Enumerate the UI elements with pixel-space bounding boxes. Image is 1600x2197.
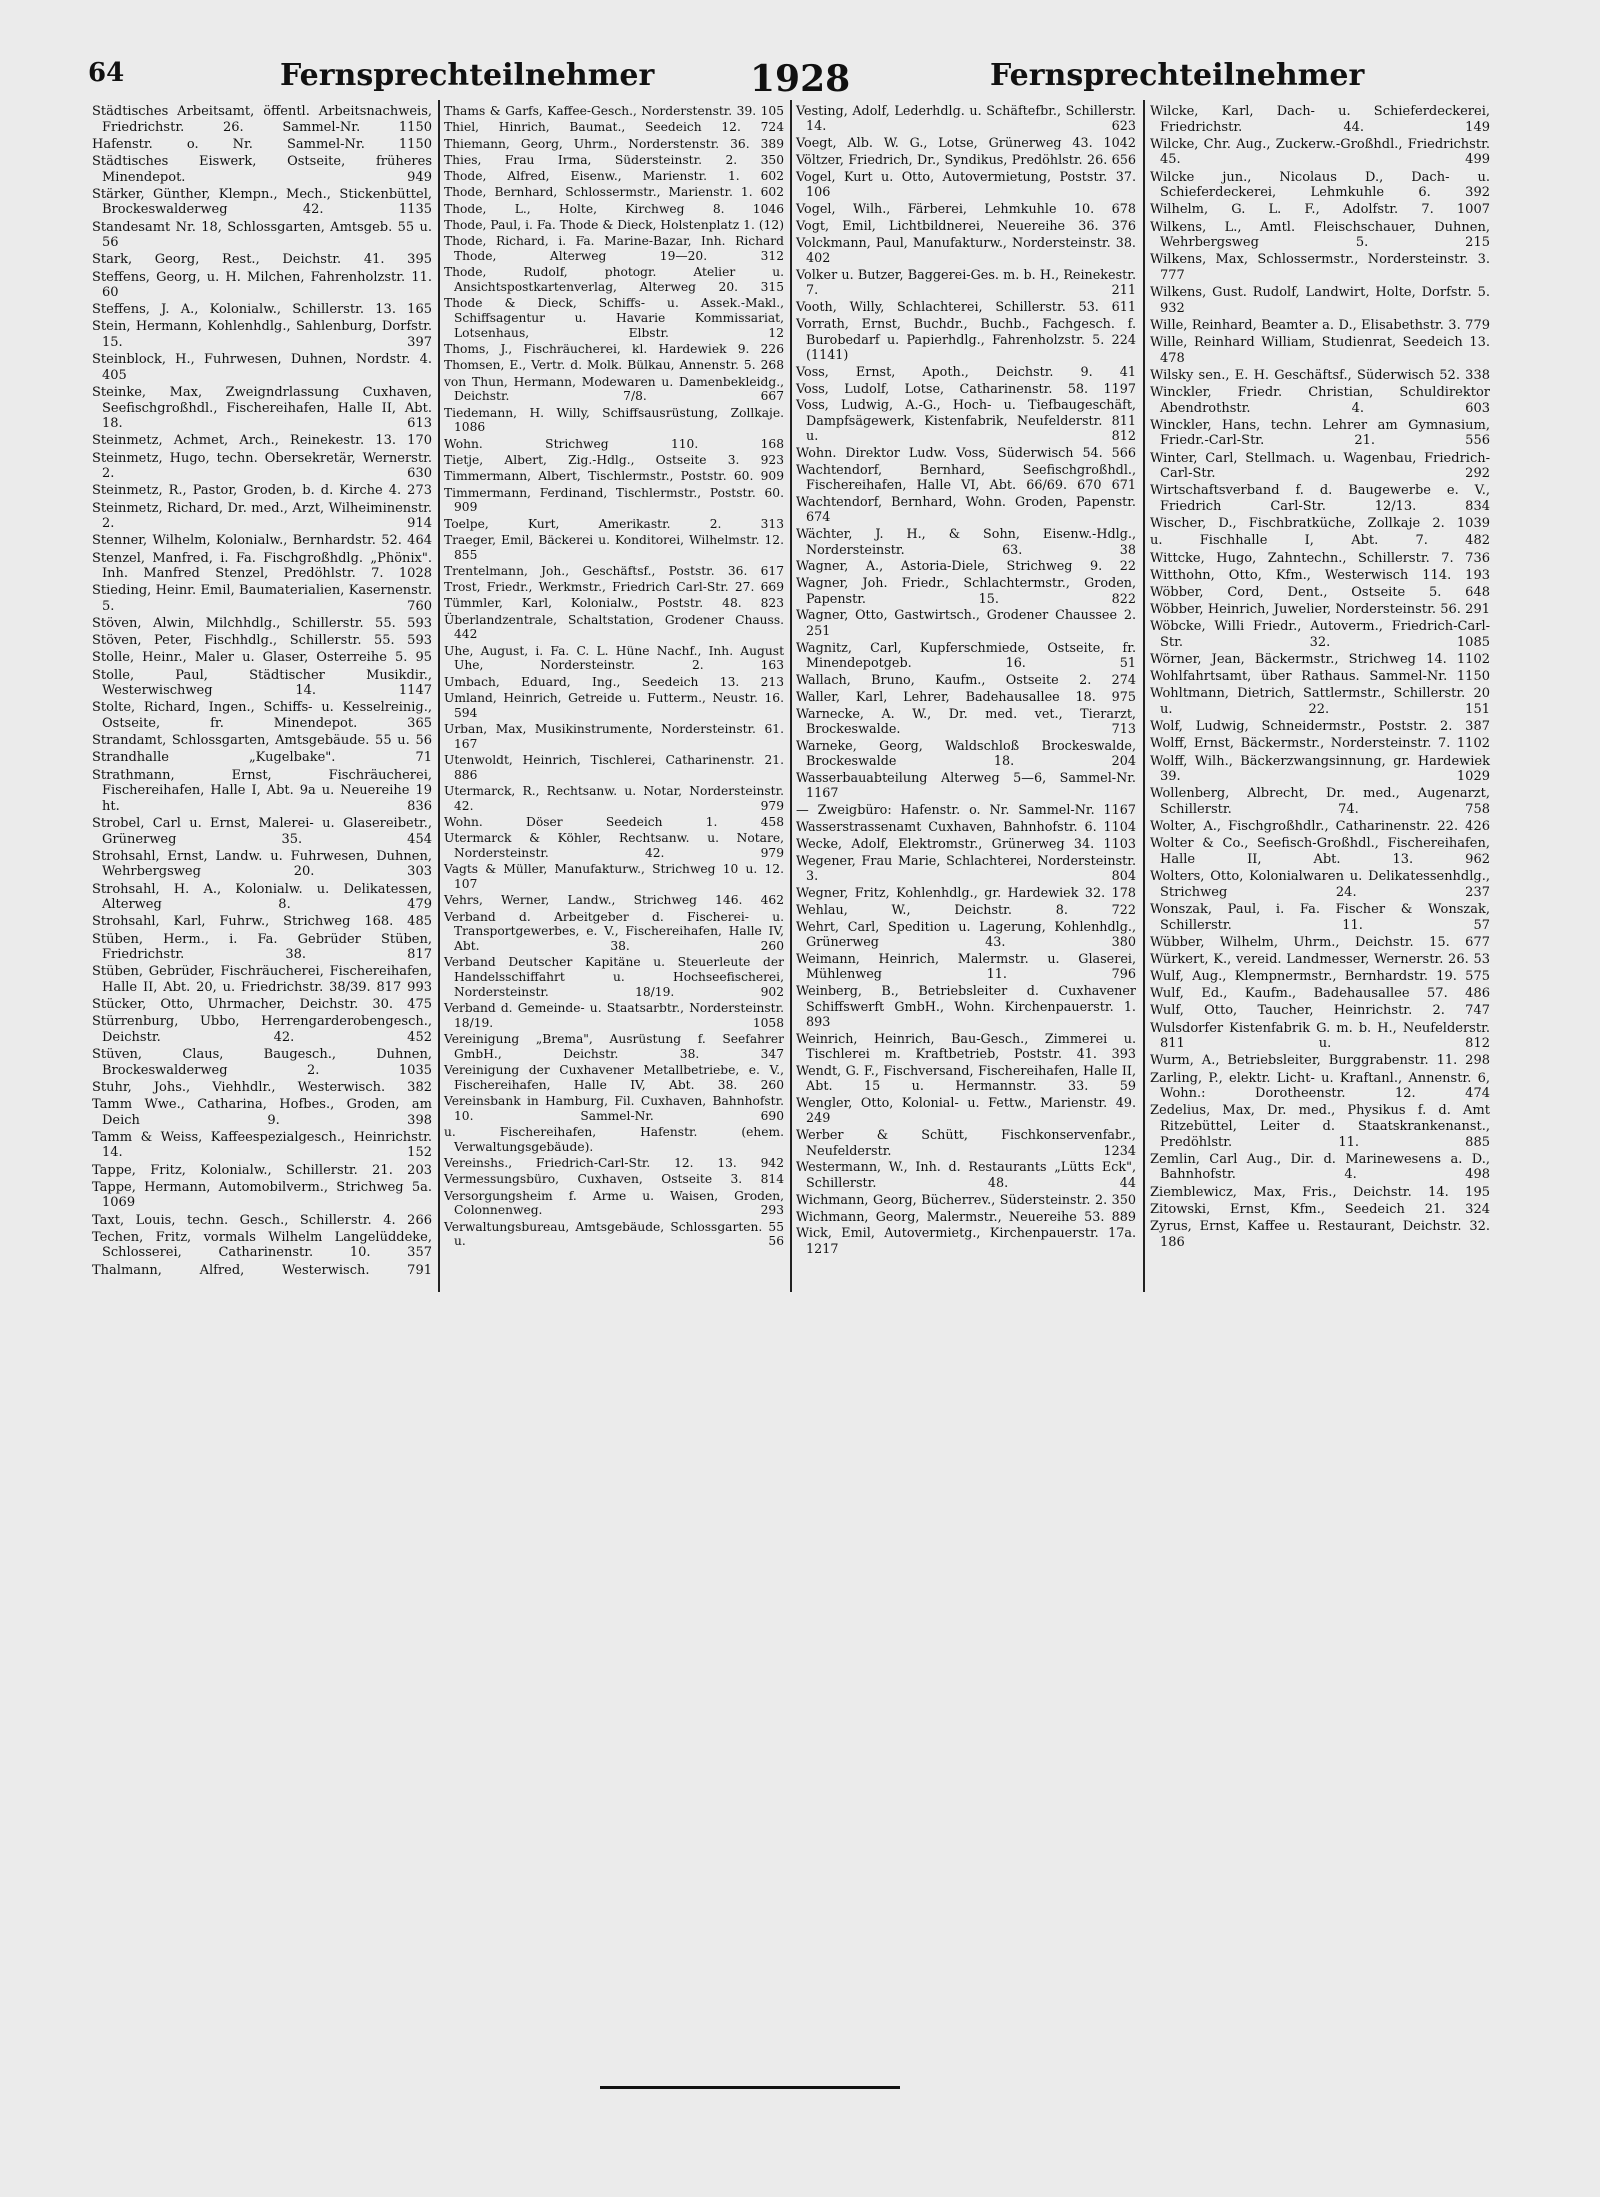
directory-entry: Strathmann, Ernst, Fischräucherei, Fischereihafen, Halle I, Abt. 9a u. Neuereihe 19 ht. 836 — [92, 767, 432, 814]
directory-entry: Wilcke, Chr. Aug., Zuckerw.-Großhdl., Friedrichstr. 45. 499 — [1150, 136, 1490, 168]
directory-entry: Stenner, Wilhelm, Kolonialw., Bernhardstr. 52. 464 — [92, 533, 432, 549]
directory-entry: Städtisches Arbeitsamt, öffentl. Arbeitsnachweis, Friedrichstr. 26. Sammel-Nr. 1150 — [92, 104, 432, 135]
directory-entry: Vagts & Müller, Manufakturw., Strichweg 10 u. 12. 107 — [444, 862, 784, 892]
directory-entry: Wilcke jun., Nicolaus D., Dach- u. Schieferdeckerei, Lehmkuhle 6. 392 — [1150, 169, 1490, 201]
directory-entry: Wolter & Co., Seefisch-Großhdl., Fischereihafen, Halle II, Abt. 13. 962 — [1150, 836, 1490, 867]
directory-entry: Wörner, Jean, Bäckermstr., Strichweg 14. 1102 — [1150, 652, 1490, 668]
directory-entry: Wulf, Otto, Taucher, Heinrichstr. 2. 747 — [1150, 1003, 1490, 1019]
directory-entry: Zemlin, Carl Aug., Dir. d. Marinewesens a. D., Bahnhofstr. 4. 498 — [1150, 1151, 1490, 1183]
directory-entry: Umland, Heinrich, Getreide u. Futterm., Neustr. 16. 594 — [444, 691, 784, 720]
directory-entry: Wallach, Bruno, Kaufm., Ostseite 2. 274 — [796, 672, 1136, 688]
directory-entry: Wohn. Direktor Ludw. Voss, Süderwisch 54. 566 — [796, 445, 1136, 461]
directory-entry: Wachtendorf, Bernhard, Seefischgroßhdl., Fischereihafen, Halle VI, Abt. 66/69. 670 671 — [796, 462, 1136, 494]
directory-entry: Wilcke, Karl, Dach- u. Schieferdeckerei, Friedrichstr. 44. 149 — [1150, 104, 1490, 135]
directory-entry: Vooth, Willy, Schlachterei, Schillerstr. 53. 611 — [796, 300, 1136, 316]
directory-entry: Wulf, Ed., Kaufm., Badehausallee 57. 486 — [1150, 986, 1490, 1002]
running-title-left: Fernsprechteilnehmer — [280, 58, 655, 93]
directory-entry: Vereinshs., Friedrich-Carl-Str. 12. 13. 942 — [444, 1156, 784, 1171]
directory-entry: Thalmann, Alfred, Westerwisch. 791 — [92, 1262, 432, 1278]
directory-entry: Stüben, Gebrüder, Fischräucherei, Fischereihafen, Halle II, Abt. 20, u. Friedrichstr. 38/39. 817 993 — [92, 964, 432, 995]
directory-entry: Uhe, August, i. Fa. C. L. Hüne Nachf., Inh. August Uhe, Nordersteinstr. 2. 163 — [444, 643, 784, 673]
directory-entry: Techen, Fritz, vormals Wilhelm Langelüddeke, Schlosserei, Catharinenstr. 10. 357 — [92, 1229, 432, 1261]
directory-entry: Timmermann, Ferdinand, Tischlermstr., Poststr. 60. 909 — [444, 485, 784, 515]
directory-entry: Weinberg, B., Betriebsleiter d. Cuxhavener Schiffswerft GmbH., Wohn. Kirchenpauerstr. 1. 893 — [796, 984, 1136, 1030]
directory-entry: Thomsen, E., Vertr. d. Molk. Bülkau, Annenstr. 5. 268 — [444, 358, 784, 373]
directory-entry: Tappe, Hermann, Automobilverm., Strichweg 5a. 1069 — [92, 1179, 432, 1211]
directory-entry: Verband d. Gemeinde- u. Staatsarbtr., Nordersteinstr. 18/19. 1058 — [444, 1001, 784, 1030]
directory-entry: Ziemblewicz, Max, Fris., Deichstr. 14. 195 — [1150, 1184, 1490, 1200]
directory-entry: Wagnitz, Carl, Kupferschmiede, Ostseite, fr. Minendepotgeb. 16. 51 — [796, 640, 1136, 671]
directory-entry: Voss, Ludolf, Lotse, Catharinenstr. 58. 1197 — [796, 381, 1136, 397]
directory-entry: Wächter, J. H., & Sohn, Eisenw.-Hdlg., Nordersteinstr. 63. 38 — [796, 527, 1136, 558]
directory-entry: Wagner, A., Astoria-Diele, Strichweg 9. 22 — [796, 559, 1136, 575]
running-title-right: Fernsprechteilnehmer — [990, 58, 1365, 93]
directory-entry: Stöven, Peter, Fischhdlg., Schillerstr. 55. 593 — [92, 633, 432, 649]
directory-entry: Vesting, Adolf, Lederhdlg. u. Schäftefbr., Schillerstr. 14. 623 — [796, 104, 1136, 135]
closing-rule — [600, 2086, 900, 2089]
directory-entry: Wick, Emil, Autovermietg., Kirchenpauerstr. 17a. 1217 — [796, 1226, 1136, 1257]
directory-entry: Völtzer, Friedrich, Dr., Syndikus, Predöhlstr. 26. 656 — [796, 153, 1136, 169]
directory-entry: Wolff, Ernst, Bäckermstr., Nordersteinstr. 7. 1102 — [1150, 736, 1490, 752]
directory-entry: Vermessungsbüro, Cuxhaven, Ostseite 3. 814 — [444, 1172, 784, 1187]
directory-entry: Strandhalle „Kugelbake". 71 — [92, 750, 432, 766]
directory-entry: Wilhelm, G. L. F., Adolfstr. 7. 1007 — [1150, 202, 1490, 218]
directory-entry: Toelpe, Kurt, Amerikastr. 2. 313 — [444, 516, 784, 531]
directory-entry: Stücker, Otto, Uhrmacher, Deichstr. 30. 475 — [92, 997, 432, 1013]
directory-entry: Thams & Garfs, Kaffee-Gesch., Norderstenstr. 39. 105 — [444, 104, 784, 118]
directory-entry: Stenzel, Manfred, i. Fa. Fischgroßhdlg. „Phönix". Inh. Manfred Stenzel, Predöhlstr. 7. 1028 — [92, 550, 432, 582]
directory-entry: Zyrus, Ernst, Kaffee u. Restaurant, Deichstr. 32. 186 — [1150, 1218, 1490, 1250]
directory-entry: Winter, Carl, Stellmach. u. Wagenbau, Friedrich-Carl-Str. 292 — [1150, 450, 1490, 482]
directory-entry: Wehrt, Carl, Spedition u. Lagerung, Kohlenhdlg., Grünerweg 43. 380 — [796, 919, 1136, 951]
directory-entry: Stein, Hermann, Kohlenhdlg., Sahlenburg, Dorfstr. 15. 397 — [92, 319, 432, 351]
directory-entry: Wegener, Frau Marie, Schlachterei, Nordersteinstr. 3. 804 — [796, 853, 1136, 885]
directory-entry: Steinmetz, Achmet, Arch., Reinekestr. 13. 170 — [92, 433, 432, 449]
directory-entry: Versorgungsheim f. Arme u. Waisen, Groden, Colonnenweg. 293 — [444, 1188, 784, 1218]
directory-entry: Warneke, Georg, Waldschloß Brockeswalde, Brockeswalde 18. 204 — [796, 738, 1136, 770]
directory-entry: Wehlau, W., Deichstr. 8. 722 — [796, 902, 1136, 918]
directory-entry: Wilkens, Gust. Rudolf, Landwirt, Holte, Dorfstr. 5. 932 — [1150, 285, 1490, 316]
directory-entry: Wöbber, Heinrich, Juwelier, Nordersteinstr. 56. 291 — [1150, 602, 1490, 618]
directory-entry: Winckler, Friedr. Christian, Schuldirektor Abendrothstr. 4. 603 — [1150, 385, 1490, 416]
directory-entry: Thode, Alfred, Eisenw., Marienstr. 1. 602 — [444, 169, 784, 184]
directory-entry: Wolter, A., Fischgroßhdlr., Catharinenstr. 22. 426 — [1150, 819, 1490, 835]
directory-entry: Hafenstr. o. Nr. Sammel-Nr. 1150 — [92, 136, 432, 152]
directory-entry: Thode, Bernhard, Schlossermstr., Marienstr. 1. 602 — [444, 185, 784, 200]
directory-entry: Weimann, Heinrich, Malermstr. u. Glaserei, Mühlenweg 11. 796 — [796, 952, 1136, 983]
column-divider — [1143, 100, 1145, 1292]
directory-entry: Waller, Karl, Lehrer, Badehausallee 18. 975 — [796, 689, 1136, 705]
directory-entry: Wohlfahrtsamt, über Rathaus. Sammel-Nr. 1150 — [1150, 669, 1490, 685]
directory-entry: von Thun, Hermann, Modewaren u. Damenbekleidg., Deichstr. 7/8. 667 — [444, 374, 784, 404]
directory-entry: Winckler, Hans, techn. Lehrer am Gymnasium, Friedr.-Carl-Str. 21. 556 — [1150, 417, 1490, 449]
directory-entry: Städtisches Eiswerk, Ostseite, früheres Minendepot. 949 — [92, 153, 432, 185]
directory-entry: Stuhr, Johs., Viehhdlr., Westerwisch. 382 — [92, 1079, 432, 1095]
directory-entry: Vogel, Wilh., Färberei, Lehmkuhle 10. 678 — [796, 202, 1136, 218]
directory-entry: Wasserstrassenamt Cuxhaven, Bahnhofstr. 6. 1104 — [796, 820, 1136, 836]
directory-entry: Steffens, J. A., Kolonialw., Schillerstr. 13. 165 — [92, 302, 432, 318]
directory-entry: Strohsahl, Ernst, Landw. u. Fuhrwesen, Duhnen, Wehrbergsweg 20. 303 — [92, 848, 432, 880]
directory-entry: Tappe, Fritz, Kolonialw., Schillerstr. 21. 203 — [92, 1162, 432, 1178]
directory-entry: Verwaltungsbureau, Amtsgebäude, Schlossgarten. 55 u. 56 — [444, 1219, 784, 1249]
directory-entry: Weinrich, Heinrich, Bau-Gesch., Zimmerei u. Tischlerei m. Kraftbetrieb, Poststr. 41. 393 — [796, 1031, 1136, 1062]
directory-entry: Stolte, Richard, Ingen., Schiffs- u. Kesselreinig., Ostseite, fr. Minendepot. 365 — [92, 700, 432, 732]
directory-entry: Wegner, Fritz, Kohlenhdlg., gr. Hardewiek 32. 178 — [796, 886, 1136, 902]
directory-entry: Tiedemann, H. Willy, Schiffsausrüstung, Zollkaje. 1086 — [444, 405, 784, 435]
directory-entry: Verband d. Arbeitgeber d. Fischerei- u. Transportgewerbes, e. V., Fischereihafen, Halle IV, Abt. 38. 260 — [444, 909, 784, 954]
directory-entry: Wendt, G. F., Fischversand, Fischereihafen, Halle II, Abt. 15 u. Hermannstr. 33. 59 — [796, 1063, 1136, 1095]
directory-entry: Wichmann, Georg, Bücherrev., Südersteinstr. 2. 350 — [796, 1192, 1136, 1208]
directory-entry: Trost, Friedr., Werkmstr., Friedrich Carl-Str. 27. 669 — [444, 580, 784, 595]
directory-entry: Wagner, Otto, Gastwirtsch., Grodener Chaussee 2. 251 — [796, 608, 1136, 639]
directory-entry: Stürrenburg, Ubbo, Herrengarderobengesch., Deichstr. 42. 452 — [92, 1014, 432, 1045]
directory-entry: Taxt, Louis, techn. Gesch., Schillerstr. 4. 266 — [92, 1212, 432, 1228]
directory-entry: Wischer, D., Fischbratküche, Zollkaje 2. 1039 — [1150, 516, 1490, 532]
directory-entry: Steinmetz, R., Pastor, Groden, b. d. Kirche 4. 273 — [92, 483, 432, 499]
directory-entry: Strohsahl, H. A., Kolonialw. u. Delikatessen, Alterweg 8. 479 — [92, 881, 432, 913]
directory-entry: Steinmetz, Richard, Dr. med., Arzt, Wilheiminenstr. 2. 914 — [92, 500, 432, 532]
directory-entry: Steinblock, H., Fuhrwesen, Duhnen, Nordstr. 4. 405 — [92, 352, 432, 383]
directory-entry: Urban, Max, Musikinstrumente, Nordersteinstr. 61. 167 — [444, 722, 784, 751]
column-4 — [1150, 104, 1490, 1252]
directory-entry: Volker u. Butzer, Baggerei-Ges. m. b. H., Reinekestr. 7. 211 — [796, 268, 1136, 299]
directory-entry: Wohltmann, Dietrich, Sattlermstr., Schillerstr. 20 u. 22. 151 — [1150, 686, 1490, 718]
directory-entry: Westermann, W., Inh. d. Restaurants „Lütts Eck", Schillerstr. 48. 44 — [796, 1160, 1136, 1191]
directory-entry: Wohn. Döser Seedeich 1. 458 — [444, 815, 784, 830]
directory-entry: Strohsahl, Karl, Fuhrw., Strichweg 168. 485 — [92, 914, 432, 930]
year-heading: 1928 — [750, 58, 851, 100]
directory-entry: Trentelmann, Joh., Geschäftsf., Poststr. 36. 617 — [444, 563, 784, 578]
directory-entry: Wichmann, Georg, Malermstr., Neuereihe 53. 889 — [796, 1209, 1136, 1225]
directory-entry: Zitowski, Ernst, Kfm., Seedeich 21. 324 — [1150, 1201, 1490, 1217]
directory-entry: Stärker, Günther, Klempn., Mech., Stickenbüttel, Brockeswalderweg 42. 1135 — [92, 186, 432, 218]
directory-entry: Wolters, Otto, Kolonialwaren u. Delikatessenhdlg., Strichweg 24. 237 — [1150, 869, 1490, 900]
column-2 — [444, 104, 784, 1251]
directory-entry: Thode, L., Holte, Kirchweg 8. 1046 — [444, 201, 784, 216]
column-1 — [92, 104, 432, 1280]
directory-entry: Wohn. Strichweg 110. 168 — [444, 436, 784, 451]
directory-entry: Wonszak, Paul, i. Fa. Fischer & Wonszak, Schillerstr. 11. 57 — [1150, 901, 1490, 933]
directory-entry: Vehrs, Werner, Landw., Strichweg 146. 462 — [444, 893, 784, 908]
page-header — [80, 58, 1560, 98]
directory-entry: u. Fischhalle I, Abt. 7. 482 — [1150, 533, 1490, 549]
directory-entry: Wurm, A., Betriebsleiter, Burggrabenstr. 11. 298 — [1150, 1053, 1490, 1069]
directory-entry: Utenwoldt, Heinrich, Tischlerei, Catharinenstr. 21. 886 — [444, 753, 784, 782]
directory-entry: Zarling, P., elektr. Licht- u. Kraftanl., Annenstr. 6, Wohn.: Dorotheenstr. 12. 474 — [1150, 1070, 1490, 1102]
directory-entry: Wille, Reinhard William, Studienrat, Seedeich 13. 478 — [1150, 335, 1490, 366]
directory-entry: Utermarck & Köhler, Rechtsanw. u. Notare, Nordersteinstr. 42. 979 — [444, 831, 784, 861]
directory-entry: Thiemann, Georg, Uhrm., Norderstenstr. 36. 389 — [444, 136, 784, 151]
directory-entry: Voss, Ernst, Apoth., Deichstr. 9. 41 — [796, 364, 1136, 380]
directory-entry: Vorrath, Ernst, Buchdr., Buchb., Fachgesch. f. Burobedarf u. Papierhdlg., Fahrenholzstr. 5. 224 (1141) — [796, 317, 1136, 363]
directory-entry: Wecke, Adolf, Elektromstr., Grünerweg 34. 1103 — [796, 836, 1136, 852]
directory-entry: Traeger, Emil, Bäckerei u. Konditorei, Wilhelmstr. 12. 855 — [444, 532, 784, 562]
directory-entry: Thode & Dieck, Schiffs- u. Assek.-Makl., Schiffsagentur u. Havarie Kommissariat, Lotsenhaus, Elbstr. 12 — [444, 296, 784, 340]
directory-entry: Wittcke, Hugo, Zahntechn., Schillerstr. 7. 736 — [1150, 550, 1490, 566]
directory-entry: Utermarck, R., Rechtsanw. u. Notar, Nordersteinstr. 42. 979 — [444, 784, 784, 813]
directory-entry: Wirtschaftsverband f. d. Baugewerbe e. V., Friedrich Carl-Str. 12/13. 834 — [1150, 483, 1490, 514]
page-number: 64 — [88, 58, 125, 88]
directory-entry: Steinmetz, Hugo, techn. Obersekretär, Wernerstr. 2. 630 — [92, 450, 432, 482]
directory-entry: Umbach, Eduard, Ing., Seedeich 13. 213 — [444, 674, 784, 689]
directory-entry: Voegt, Alb. W. G., Lotse, Grünerweg 43. 1042 — [796, 136, 1136, 152]
directory-entry: Stieding, Heinr. Emil, Baumaterialien, Kasernenstr. 5. 760 — [92, 583, 432, 614]
directory-entry: Stark, Georg, Rest., Deichstr. 41. 395 — [92, 252, 432, 268]
directory-entry: Stöven, Alwin, Milchhdlg., Schillerstr. 55. 593 — [92, 616, 432, 632]
directory-entry: Würkert, K., vereid. Landmesser, Wernerstr. 26. 53 — [1150, 951, 1490, 967]
directory-entry: Timmermann, Albert, Tischlermstr., Poststr. 60. 909 — [444, 469, 784, 484]
directory-entry: Stüven, Claus, Baugesch., Duhnen, Brockeswalderweg 2. 1035 — [92, 1047, 432, 1078]
directory-entry: Witthohn, Otto, Kfm., Westerwisch 114. 193 — [1150, 567, 1490, 583]
directory-entry: Wolf, Ludwig, Schneidermstr., Poststr. 2. 387 — [1150, 719, 1490, 735]
directory-entry: Voss, Ludwig, A.-G., Hoch- u. Tiefbaugeschäft, Dampfsägewerk, Kistenfabrik, Neufelderstr. 811 u. 812 — [796, 398, 1136, 445]
directory-entry: Standesamt Nr. 18, Schlossgarten, Amtsgeb. 55 u. 56 — [92, 219, 432, 251]
directory-entry: Wolff, Wilh., Bäckerzwangsinnung, gr. Hardewiek 39. 1029 — [1150, 753, 1490, 785]
directory-entry: Wille, Reinhard, Beamter a. D., Elisabethstr. 3. 779 — [1150, 317, 1490, 333]
directory-entry: Stolle, Paul, Städtischer Musikdir., Westerwischweg 14. 1147 — [92, 667, 432, 699]
directory-entry: Strandamt, Schlossgarten, Amtsgebäude. 55 u. 56 — [92, 733, 432, 749]
column-divider — [790, 100, 792, 1292]
directory-entry: Warnecke, A. W., Dr. med. vet., Tierarzt, Brockeswalde. 713 — [796, 706, 1136, 737]
directory-entry: Wilkens, Max, Schlossermstr., Nordersteinstr. 3. 777 — [1150, 252, 1490, 283]
directory-entry: u. Fischereihafen, Hafenstr. (ehem. Verwaltungsgebäude). — [444, 1125, 784, 1154]
directory-entry: Thode, Richard, i. Fa. Marine-Bazar, Inh. Richard Thode, Alterweg 19—20. 312 — [444, 234, 784, 264]
directory-entry: Vogel, Kurt u. Otto, Autovermietung, Poststr. 37. 106 — [796, 169, 1136, 201]
directory-entry: Steinke, Max, Zweigndrlassung Cuxhaven, Seefischgroßhdl., Fischereihafen, Halle II, Abt. 18. 613 — [92, 385, 432, 432]
directory-entry: Wasserbauabteilung Alterweg 5—6, Sammel-Nr. 1167 — [796, 771, 1136, 802]
directory-entry: Stüben, Herm., i. Fa. Gebrüder Stüben, Friedrichstr. 38. 817 — [92, 931, 432, 963]
directory-entry: Wachtendorf, Bernhard, Wohn. Groden, Papenstr. 674 — [796, 495, 1136, 526]
directory-entry: Verband Deutscher Kapitäne u. Steuerleute der Handelsschiffahrt u. Hochseefischerei, Nordersteinstr. 18/19. 902 — [444, 955, 784, 999]
directory-entry: Vereinigung der Cuxhavener Metallbetriebe, e. V., Fischereihafen, Halle IV, Abt. 38. 260 — [444, 1063, 784, 1092]
directory-entry: Zedelius, Max, Dr. med., Physikus f. d. Amt Ritzebüttel, Leiter d. Staatskrankenanst., Predöhlstr. 11. 885 — [1150, 1103, 1490, 1150]
directory-entry: Thies, Frau Irma, Südersteinstr. 2. 350 — [444, 152, 784, 167]
directory-entry: Wübber, Wilhelm, Uhrm., Deichstr. 15. 677 — [1150, 934, 1490, 950]
directory-entry: Tietje, Albert, Zig.-Hdlg., Ostseite 3. 923 — [444, 452, 784, 467]
directory-entry: Tamm & Weiss, Kaffeespezialgesch., Heinrichstr. 14. 152 — [92, 1129, 432, 1161]
directory-entry: Thode, Rudolf, photogr. Atelier u. Ansichtspostkartenverlag, Alterweg 20. 315 — [444, 265, 784, 295]
directory-entry: Vereinsbank in Hamburg, Fil. Cuxhaven, Bahnhofstr. 10. Sammel-Nr. 690 — [444, 1094, 784, 1123]
column-divider — [438, 100, 440, 1292]
directory-entry: Stolle, Heinr., Maler u. Glaser, Osterreihe 5. 95 — [92, 650, 432, 666]
directory-entry: Werber & Schütt, Fischkonservenfabr., Neufelderstr. 1234 — [796, 1128, 1136, 1159]
directory-entry: Wöbber, Cord, Dent., Ostseite 5. 648 — [1150, 584, 1490, 600]
directory-entry: Strobel, Carl u. Ernst, Malerei- u. Glasereibetr., Grünerweg 35. 454 — [92, 815, 432, 847]
directory-entry: Vereinigung „Brema", Ausrüstung f. Seefahrer GmbH., Deichstr. 38. 347 — [444, 1032, 784, 1061]
directory-entry: Thode, Paul, i. Fa. Thode & Dieck, Holstenplatz 1. (12) — [444, 218, 784, 233]
directory-entry: Vogt, Emil, Lichtbildnerei, Neuereihe 36. 376 — [796, 219, 1136, 235]
directory-entry: Tümmler, Karl, Kolonialw., Poststr. 48. 823 — [444, 596, 784, 611]
directory-entry: Wulsdorfer Kistenfabrik G. m. b. H., Neufelderstr. 811 u. 812 — [1150, 1020, 1490, 1052]
directory-entry: Thoms, J., Fischräucherei, kl. Hardewiek 9. 226 — [444, 342, 784, 357]
directory-entry: Wilkens, L., Amtl. Fleischschauer, Duhnen, Wehrbergsweg 5. 215 — [1150, 219, 1490, 251]
directory-entry: Überlandzentrale, Schaltstation, Grodener Chauss. 442 — [444, 612, 784, 642]
directory-entry: Tamm Wwe., Catharina, Hofbes., Groden, am Deich 9. 398 — [92, 1097, 432, 1128]
column-3 — [796, 104, 1136, 1259]
directory-entry: Volckmann, Paul, Manufakturw., Nordersteinstr. 38. 402 — [796, 235, 1136, 267]
directory-entry: Wulf, Aug., Klempnermstr., Bernhardstr. 19. 575 — [1150, 969, 1490, 985]
directory-entry: Thiel, Hinrich, Baumat., Seedeich 12. 724 — [444, 120, 784, 135]
directory-entry: Wöbcke, Willi Friedr., Autoverm., Friedrich-Carl-Str. 32. 1085 — [1150, 619, 1490, 650]
directory-entry: Wilsky sen., E. H. Geschäftsf., Süderwisch 52. 338 — [1150, 367, 1490, 383]
directory-entry: — Zweigbüro: Hafenstr. o. Nr. Sammel-Nr. 1167 — [796, 803, 1136, 819]
directory-entry: Wengler, Otto, Kolonial- u. Fettw., Marienstr. 49. 249 — [796, 1096, 1136, 1127]
directory-entry: Wagner, Joh. Friedr., Schlachtermstr., Groden, Papenstr. 15. 822 — [796, 576, 1136, 607]
directory-entry: Wollenberg, Albrecht, Dr. med., Augenarzt, Schillerstr. 74. 758 — [1150, 786, 1490, 817]
directory-entry: Steffens, Georg, u. H. Milchen, Fahrenholzstr. 11. 60 — [92, 269, 432, 301]
